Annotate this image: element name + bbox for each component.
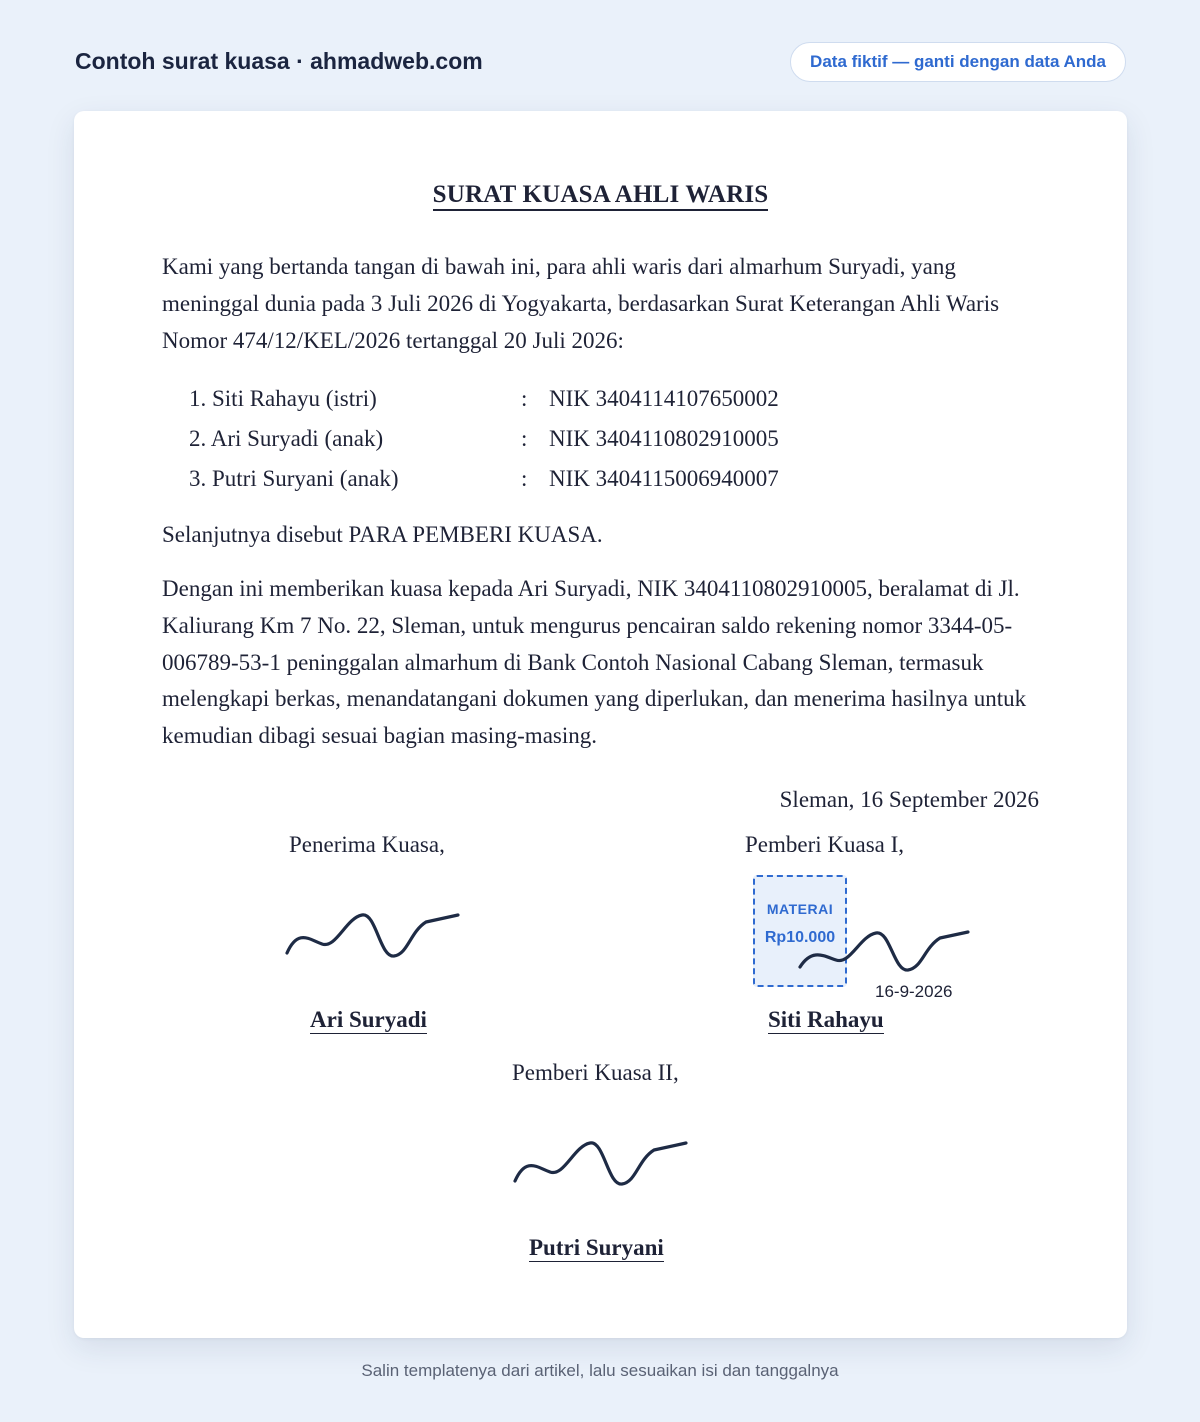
referred-paragraph: Selanjutnya disebut PARA PEMBERI KUASA. — [162, 522, 603, 547]
heir-nik: NIK 3404110802910005 — [549, 426, 779, 451]
footer-note: Salin templatenya dari artikel, lalu sesuaikan isi dan tanggalnya — [361, 1361, 839, 1380]
materai-value: Rp10.000 — [764, 929, 836, 946]
list-item — [189, 459, 989, 499]
intro-paragraph: Kami yang bertanda tangan di bawah ini, para ahli waris dari almarhum Suryadi, yang meninggal dunia pada 3 Juli 2026 di Yogyakarta, berdasarkan Surat Keterangan Ahli Waris Nomor 474/12/KEL/2026 tertanggal 20 Juli 2026: — [162, 254, 1000, 353]
giver1-name: Siti Rahayu — [768, 1007, 884, 1032]
stamp-date: 16-9-2026 — [875, 982, 953, 1001]
giver2-name: Putri Suryani — [529, 1235, 664, 1260]
heir-name: 3. Putri Suryani (anak) — [189, 466, 399, 491]
site-header — [75, 42, 1126, 84]
list-item — [189, 419, 989, 459]
heir-colon: : — [521, 466, 528, 491]
receiver-role: Penerima Kuasa, — [289, 832, 445, 857]
giver1-signature — [794, 926, 974, 986]
list-item — [189, 379, 989, 419]
fictional-data-badge: Data fiktif — ganti dengan data Anda — [790, 42, 1126, 82]
heir-name: 2. Ari Suryadi (anak) — [189, 426, 384, 451]
materai-label: MATERAI — [766, 901, 834, 917]
letter-title: SURAT KUASA AHLI WARIS — [74, 181, 1127, 209]
giver2-signature — [512, 1134, 692, 1194]
giver2-role: Pemberi Kuasa II, — [512, 1060, 679, 1085]
receiver-name: Ari Suryadi — [310, 1007, 427, 1032]
receiver-signature — [284, 906, 464, 966]
heir-colon: : — [521, 386, 528, 411]
site-title: Contoh surat kuasa · ahmadweb.com — [75, 48, 483, 74]
heir-nik: NIK 3404114107650002 — [549, 386, 779, 411]
heirs-list — [189, 379, 989, 499]
heir-colon: : — [521, 426, 528, 451]
giver1-role: Pemberi Kuasa I, — [745, 832, 905, 857]
body-paragraph: Dengan ini memberikan kuasa kepada Ari Suryadi, NIK 3404110802910005, beralamat di Jl. Kaliurang Km 7 No. 22, Sleman, untuk mengurus pencairan saldo rekening nomor 3344-05-006789-53-1 peninggalan almarhum di Bank Contoh Nasional Cabang Sleman, termasuk melengkapi berkas, menandatangani dokumen yang diperlukan, dan menerima hasilnya untuk kemudian dibagi sesuai bagian masing-masing. — [162, 576, 1027, 749]
heir-nik: NIK 3404115006940007 — [549, 466, 779, 491]
heir-name: 1. Siti Rahayu (istri) — [189, 386, 377, 411]
place-date: Sleman, 16 September 2026 — [779, 787, 1039, 812]
letter-card — [74, 111, 1127, 1338]
